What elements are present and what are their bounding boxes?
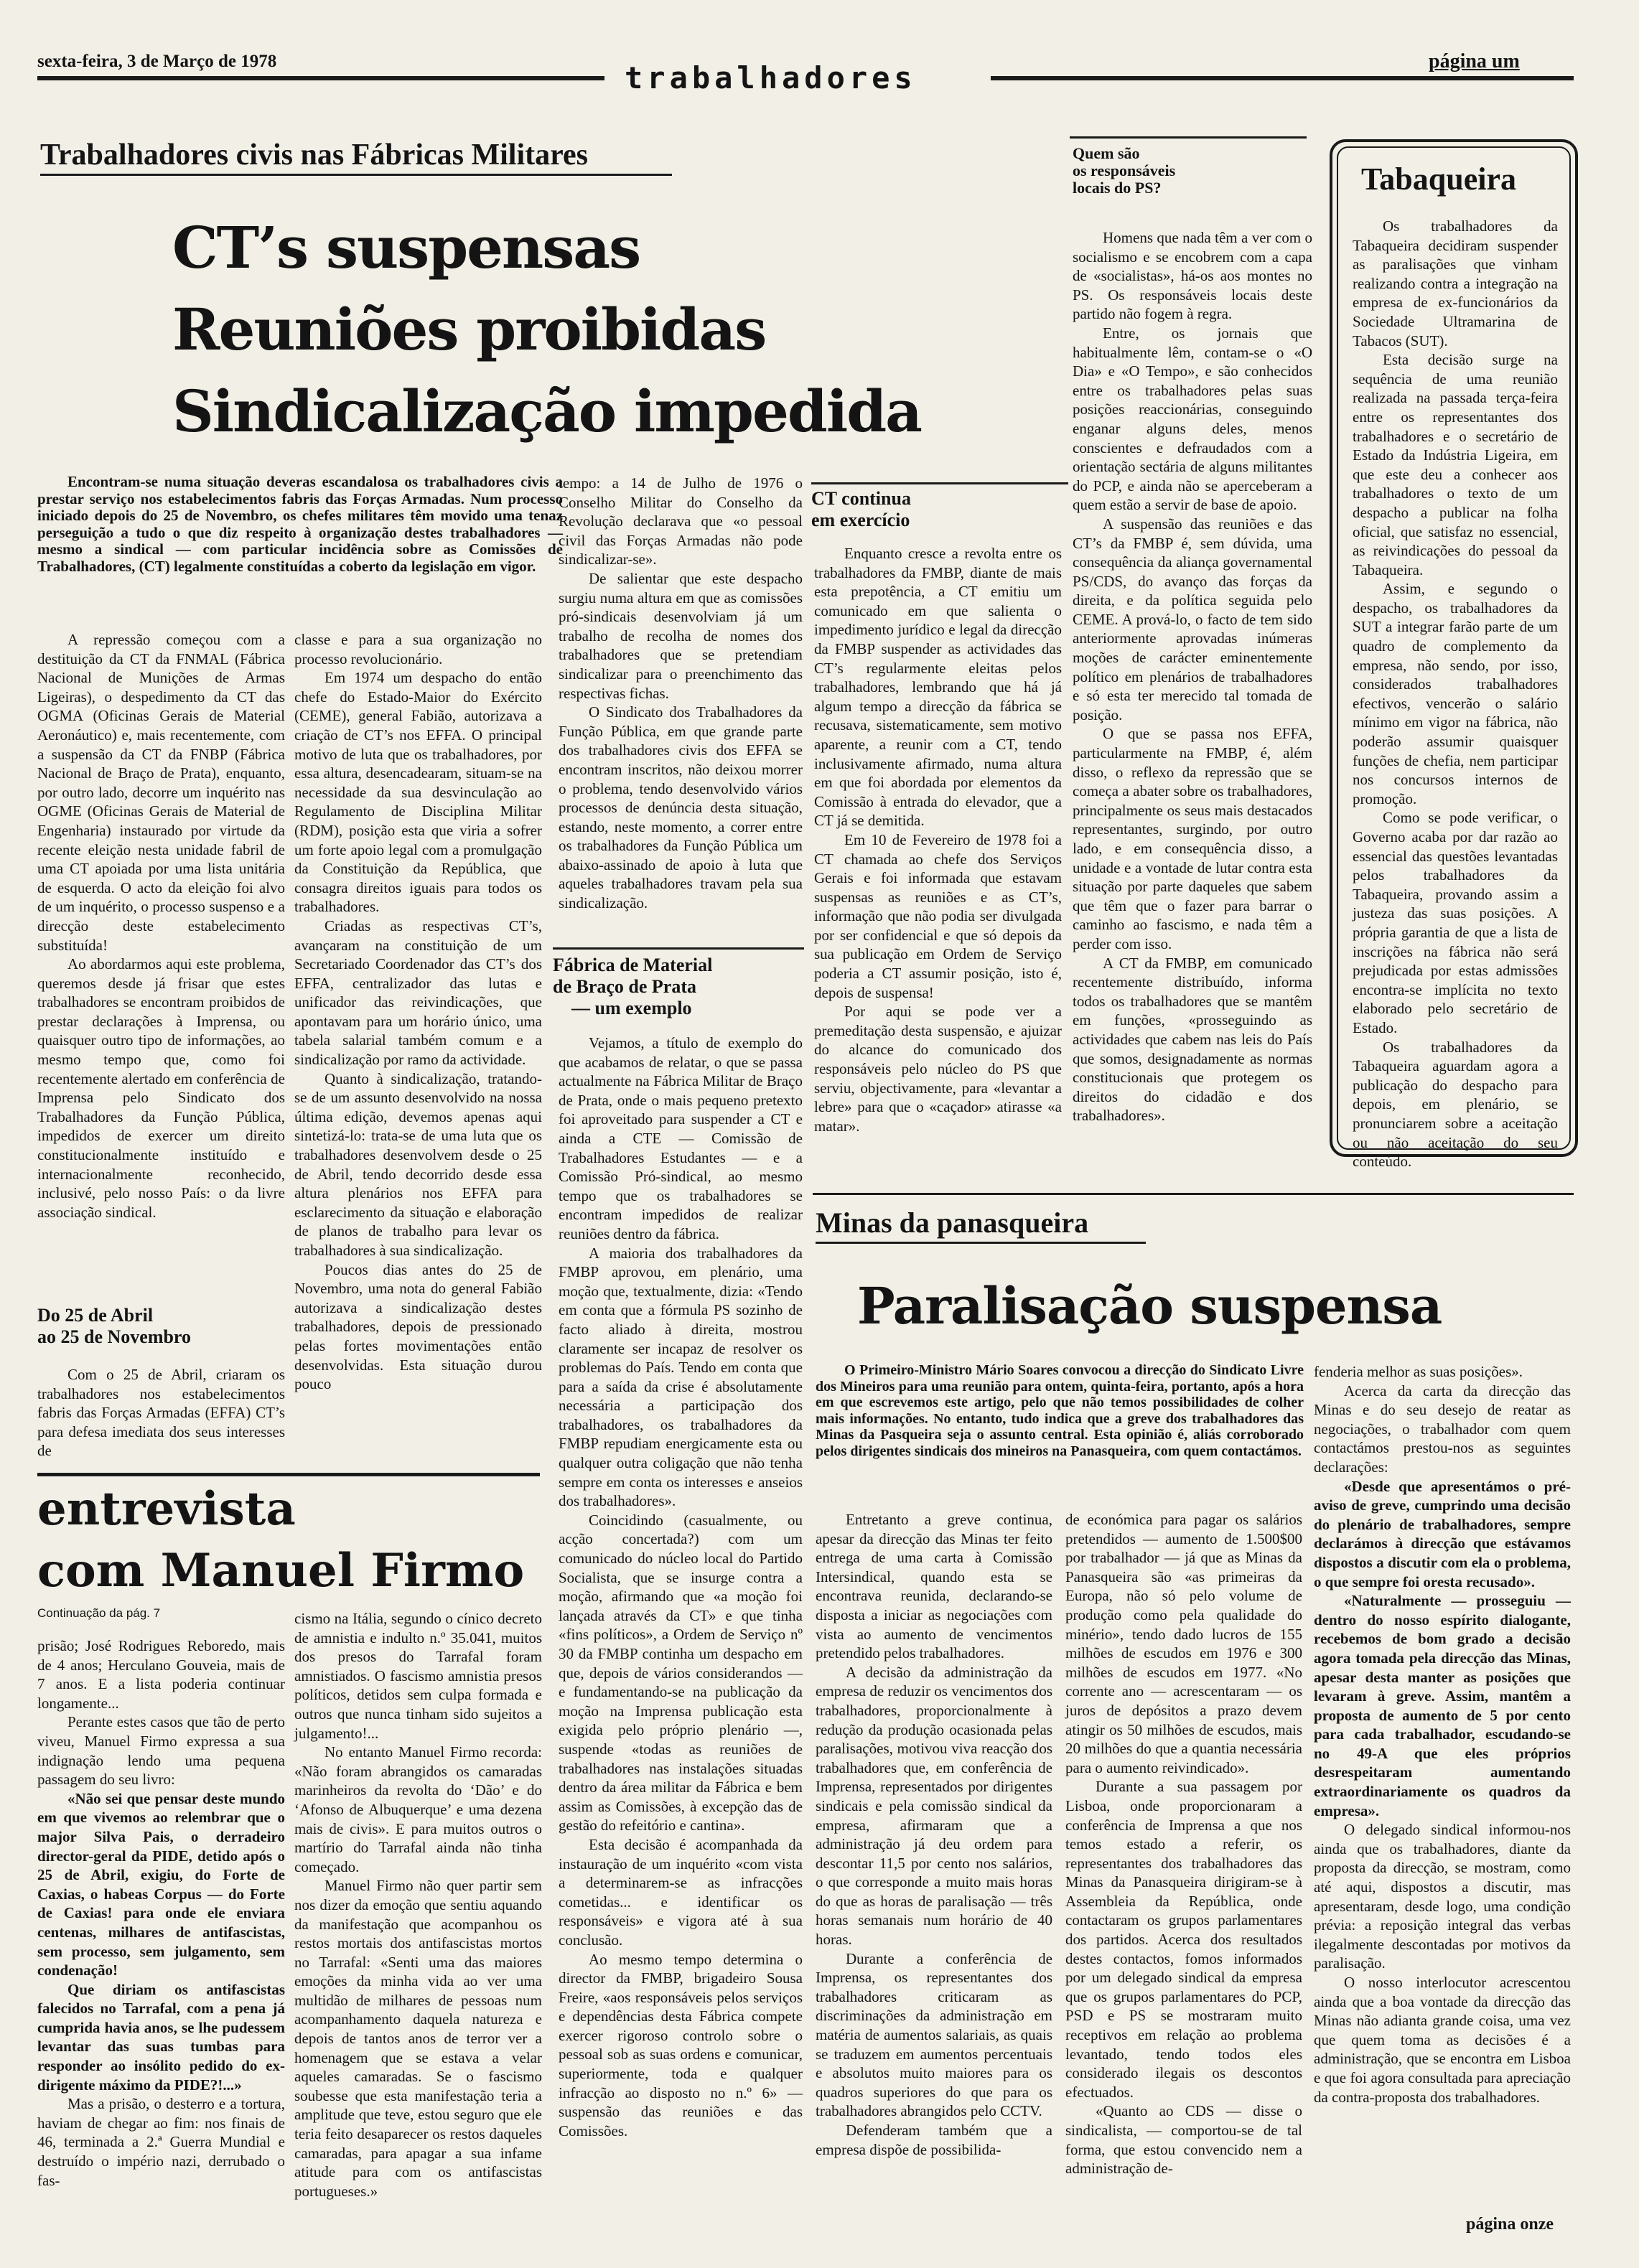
- paragraph: A suspensão das reuniões e das CT’s da FMBP é, sem dúvida, uma consequência da aliança governamental PS/CDS, do avanço das forças da direita, e da política seguida pelo CEME. A prová-lo, o facto de tem sido anteriormente aprovadas inúmeras moções de carácter eminentemente político em plenários de trabalhadores e só esta ter merecido tal tomada de posição.: [1073, 515, 1312, 723]
- main-kicker: Trabalhadores civis nas Fábricas Militares: [40, 139, 588, 172]
- paragraph: Ao abordarmos aqui este problema, queremos desde já frisar que estes trabalhadores se encontram proibidos de prestar declarações à Imprensa, ou quaisquer outro tipo de informações, ao mesmo tempo que, como foi recentemente alertado em conferência de Imprensa pelo Sindicato dos Trabalhadores da Função Pública, impedidos de exercer um direito constitucionalmente instituído e internacionalmente reconhecido, inclusivé, pelo nosso País: o da livre associação sindical.: [37, 955, 285, 1221]
- paragraph: «Naturalmente — prosseguiu — dentro do nosso espírito dialogante, recebemos de bom grado a decisão agora tomada pela direcção das Minas, apesar desta manter as posições que levaram à greve. Assim, mantêm a proposta de aumento de 5 por cento para cada trabalhador, escudando-se no 49-A que eles próprios desrespeitaram aumentando extraordinariamente os quadros da empresa».: [1314, 1592, 1571, 1819]
- paragraph: No entanto Manuel Firmo recorda: «Não foram abrangidos os camaradas marinheiros da revolta do ‘Dão’ e do ‘Afonso de Albuquerque’ e uma dezena mais de civis». E para muitos outros o martírio do Tarrafal ainda não tinha começado.: [294, 1743, 542, 1875]
- paragraph: Vejamos, a título de exemplo do que acabamos de relatar, o que se passa actualmente na Fábrica Militar de Braço de Prata, onde o mais pequeno pretexto foi aproveitado para suspender a CT e ainda a CTE — Comissão de Trabalhadores Estudantes — e a Comissão Pró-sindical, ao mesmo tempo que os trabalhadores se encontram impedidos de realizar reuniões dentro da fábrica.: [559, 1034, 803, 1242]
- headline-line-3: Sindicalização impedida: [172, 378, 921, 445]
- subhead-line: CT continua: [811, 488, 911, 509]
- paragraph: classe e para a sua organização no processo revolucionário.: [294, 631, 542, 667]
- paragraph: Enquanto cresce a revolta entre os trabalhadores da FMBP, diante de mais esta prepotência, a CT emitiu um comunicado em que salienta o impedimento jurídico e legal da direcção da FMBP suspender as actividades das CT’s regularmente eleitas pelos trabalhadores, lembrando que há já algum tempo a direcção da fábrica se recusava, sistematicamente, sem motivo aparente, a reunir com a CT, tendo inclusivamente afirmado, numa altura em que foi abordada por elementos da Comissão à entrada do elevador, que a CT já se demitida.: [814, 545, 1062, 830]
- minas-kicker-underline: [816, 1242, 1146, 1244]
- subhead-ct-rule: [811, 482, 1068, 484]
- paragraph: cismo na Itália, segundo o cínico decreto de amnistia e indulto n.º 35.041, muitos dos presos do Tarrafal foram amnistiados. O fascismo amnistia presos políticos, detidos sem culpa formada e outros que nunca tinham sido sujeitos a julgamento!...: [294, 1610, 542, 1742]
- paragraph: A maioria dos trabalhadores da FMBP aprovou, em plenário, uma moção que, textualmente, dizia: «Tendo em conta que a fórmula PS sozinho de facto aliado à direita, mostrou claramente ser incapaz de resolver os problemas do País. Tendo em conta que para a saída da crise é absolutamente necessária a participação dos trabalhadores, os trabalhadores da FMBP repudiam energicamente esta ou qualquer outra coligação que não tenha sempre em conta os interesses e anseios dos trabalhadores».: [559, 1244, 803, 1510]
- minas-lead: [816, 1362, 1304, 1491]
- subhead-line: em exercício: [811, 510, 910, 530]
- paragraph: Durante a sua passagem por Lisboa, onde proporcionaram a conferência de Imprensa a que nos temos estado a referir, os representantes dos trabalhadores das Minas da Panasqueira dirigiram-se à Assembleia da República, onde contactaram os grupos parlamentares dos partidos. Acerca dos resultados destes contactos, fomos informados por um delegado sindical da empresa que os grupos parlamentares do PCP, PSD e PS se mostraram muito receptivos em relação ao problema levantado, tendo todos eles considerado ilegais os descontos efectuados.: [1065, 1778, 1302, 2101]
- paragraph: Entretanto a greve continua, apesar da direcção das Minas ter feito entrega de uma carta à Comissão Intersindical, quando esta se encontrava reunida, declarando-se disposta a iniciar as negociações com vista ao aumento de vencimentos pretendido pelos trabalhadores.: [816, 1511, 1052, 1662]
- paragraph: de económica para pagar os salários pretendidos — aumento de 1.500$00 por trabalhador — já que as Minas da Panasqueira são «as primeiras da Europa, não só pelo volume de produção como pela qualidade do minério», tendo dado lucros de 155 milhões de escudos em 1976 e 300 milhões de escudos em 1977. «No corrente ano — acrescentaram — os juros de depósitos a prazo devem atingir os 50 milhões de escudos, mais 20 milhões do que a quantia necessária para o aumento reivindicado».: [1065, 1511, 1302, 1776]
- subhead-ps-rule: [1070, 136, 1307, 139]
- footer-page-number: página onze: [1466, 2215, 1554, 2234]
- paragraph: O delegado sindical informou-nos ainda que os trabalhadores, diante da proposta da direcção, se mostram, como até aqui, dispostos a discutir, mas apresentaram, desde logo, uma condição prévia: a reposição integral das verbas ilegalmente descontadas por motivos da paralisação.: [1314, 1821, 1571, 1972]
- paragraph: Por aqui se pode ver a premeditação desta suspensão, e ajuizar do alcance do comunicado dos responsáveis pelo núcleo do PS que serviu, objectivamente, para «levantar a lebre» para que o «caçador» atirasse «a matar».: [814, 1003, 1062, 1135]
- subhead-line: Quem são: [1073, 144, 1140, 162]
- paragraph: De salientar que este despacho surgiu numa altura em que as comissões pró-sindicais desenvolviam já um trabalho de recolha de nomes dos trabalhadores que se pretendiam sindicalizar para o preenchimento das respectivas fichas.: [559, 569, 803, 702]
- headline-line-2: Reuniões proibidas: [172, 296, 766, 363]
- paragraph: «Não sei que pensar deste mundo em que vivemos ao relembrar que o major Silva Pais, o derradeiro director-geral da PIDE, detido após o 25 de Abril, exigiu, do Forte de Caxias, o habeas Corpus — do Forte de Caxias! para onde ele enviara centenas, milhares de antifascistas, sem processo, sem julgamento, sem condenação!: [37, 1789, 285, 1979]
- paragraph: Os trabalhadores da Tabaqueira decidiram suspender as paralisações que vinham realizando contra a integração na empresa de ex-funcionários da Sociedade Ultramarina de Tabacos (SUT).: [1353, 217, 1558, 350]
- paragraph: Homens que nada têm a ver com o socialismo e se encobrem com a capa de «socialistas», há-os aos montes no PS. Os responsáveis locais deste partido não fogem à regra.: [1073, 229, 1312, 323]
- paragraph: Mas a prisão, o desterro e a tortura, haviam de chegar ao fim: nos finais de 46, terminada a 2.ª Guerra Mundial e destruído o império nazi, derrubado o fas-: [37, 2095, 285, 2189]
- main-col-5: [1073, 228, 1312, 1168]
- paragraph: Quanto à sindicalização, tratando-se de um assunto desenvolvido na nossa última edição, devemos apenas aqui sintetizá-lo: trata-se de uma luta que os trabalhadores desenvolvem desde o 25 de Abril, tendo decorrido desde essa altura plenários nos EFFA para esclarecimento da situação e elaboração de planos de trabalho para levar os trabalhadores à sua sindicalização.: [294, 1069, 542, 1259]
- paragraph: O nosso interlocutor acrescentou ainda que a boa vontade da direcção das Minas não adianta grande coisa, uma vez que quem toma as decisões é a administração, que se encontra em Lisboa e que foi agora consultada para apreciação da contra-proposta dos trabalhadores.: [1314, 1974, 1571, 2106]
- paragraph: Em 1974 um despacho do então chefe do Estado-Maior do Exército (CEME), general Fabião, autorizava a criação de CT’s nos EFFA. O principal motivo de luta que os trabalhadores, por essa altura, desencadearam, situam-se na necessidade da sua desvinculação ao Regulamento de Disciplina Militar (RDM), posição esta que viria a sofrer um forte apoio legal com a promulgação da Constituição da República, que consagra direitos iguais para todos os trabalhadores.: [294, 669, 542, 916]
- minas-col-1: [816, 1510, 1052, 2213]
- minas-col-3: [1314, 1362, 1571, 2195]
- paragraph: A repressão começou com a destituição da CT da FNMAL (Fábrica Nacional de Munições de Armas Ligeiras), o despedimento da CT das OGMA (Oficinas Gerais de Material Aeronáutico) e, mais recentemente, com a suspensão da CT da FNBP (Fábrica Nacional de Braço de Prata), enquanto, por outro lado, decorre um inquérito nas OGME (Oficinas Gerais de Material de Engenharia) instaurado por virtude da recente eleição nesta unidade fabril de uma CT apoiada por uma lista unitária de esquerda. O acto da eleição foi alvo de um inquérito, o processo suspenso e a direcção deste estabelecimento substituída!: [37, 631, 285, 954]
- headline-line-1: CT’s suspensas: [172, 214, 640, 281]
- paragraph: Acerca da carta da direcção das Minas e do seu desejo de reatar as negociações, o trabalhador com quem contactámos prestou-nos as seguintes declarações:: [1314, 1382, 1571, 1476]
- subhead-line: Fábrica de Material: [553, 955, 713, 975]
- paragraph: Os trabalhadores da Tabaqueira aguardam agora a publicação do despacho para depois, em plenário, se pronunciarem sobre a aceitação ou não aceitação do seu conteúdo.: [1353, 1038, 1558, 1171]
- main-col-3b: [559, 1034, 803, 2196]
- header-masthead: página um: [1429, 50, 1520, 72]
- subhead-line: ao 25 de Novembro: [37, 1326, 192, 1347]
- entrevista-col-1: [37, 1636, 285, 2211]
- tabaqueira-box: [1330, 139, 1578, 1171]
- paragraph: Como se pode verificar, o Governo acaba por dar razão ao essencial das questões levantadas pelos trabalhadores da Tabaqueira, provando assim a justeza das suas posições. A própria garantia de que a lista de inscrições na fábrica não será prejudicada por estas admissões encontra-se implícita no texto elaborado pelo secretário de Estado.: [1353, 809, 1558, 1036]
- paragraph: Coincidindo (casualmente, ou acção concertada?) com um comunicado do núcleo local do Partido Socialista, que se insurge contra a moção, afirmando que «a moção foi lançada através da CT» e que tinha «fins políticos», a Ordem de Serviço nº 30 da FMBP continha um despacho em que, depois de vários considerandos — e fundamentando-se na publicação da moção na Imprensa publicação esta exigida pelo próprio plenário —, suspende «todas as reuniões de trabalhadores nas instalações situadas dentro da área militar da Fábrica e bem assim as Comissões, à excepção das de gestão do refeitório e cantina».: [559, 1511, 803, 1834]
- subhead-fabrica-rule: [553, 947, 804, 950]
- subhead-line: Do 25 de Abril: [37, 1305, 154, 1326]
- paragraph: A decisão da administração da empresa de reduzir os vencimentos dos trabalhadores, proporcionalmente à redução da produção ocasionada pelas paralisações, motivou viva reacção dos trabalhadores que, em conferência de Imprensa, representados por dirigentes sindicais e pela comissão sindical da empresa, afirmaram que a administração já deu ordem para descontar 11,5 por cento nos salários, o que corresponde a muito mais horas do que as horas de paralisação — três horas semanais num horário de 40 horas.: [816, 1663, 1052, 1949]
- paragraph: «Desde que apresentámos o pré-aviso de greve, cumprindo uma decisão do plenário de trabalhadores, sempre declarámos à direcção que estávamos dispostos a discutir com ela o problema, o que sempre foi oresta recusado».: [1314, 1477, 1571, 1590]
- paragraph: Entre, os jornais que habitualmente lêm, contam-se o «O Dia» e «O Tempo», e são conhecidos entre os trabalhadores pelas suas posições reaccionárias, conseguindo enganar alguns deles, menos conscientes e defraudados com a orientação sectária de alguns militantes do PCP, e ainda não se aperceberam a quem estão a servir de base de apoio.: [1073, 324, 1312, 514]
- entrevista-line-1: entrevista: [37, 1482, 296, 1536]
- entrevista-line-2: com Manuel Firmo: [37, 1544, 525, 1598]
- paragraph: Perante estes casos que tão de perto viveu, Manuel Firmo expressa a sua indignação lendo uma pequena passagem do seu livro:: [37, 1713, 285, 1789]
- paragraph: Assim, e segundo o despacho, os trabalhadores da SUT a integrar farão parte de um quadro de complemento da empresa, não sendo, por isso, considerados trabalhadores efectivos, vencerão o salário mínimo em vigor na fábrica, não poderão assumir quaisquer funções de chefia, nem participar nos concursos internos de promoção.: [1353, 580, 1558, 807]
- paragraph: Defenderam também que a empresa dispõe de possibilida-: [816, 2122, 1052, 2158]
- paragraph: Poucos dias antes do 25 de Novembro, uma nota do general Fabião autorizava a sindicalização destes trabalhadores, depois de pressionado pelas fortes movimentações então desenvolvidas. Esta situação durou pouco: [294, 1260, 542, 1393]
- paragraph: Que diriam os antifascistas falecidos no Tarrafal, com a pena já cumprida havia anos, se lhe pudessem levantar das suas tumbas para responder ao insólito pedido do ex-dirigente máximo da PIDE?!...»: [37, 1980, 285, 2094]
- subhead-ps: [1073, 145, 1302, 197]
- paragraph: Durante a conferência de Imprensa, os representantes dos trabalhadores criticaram as discriminações da administração em matéria de aumentos salariais, as quais se traduzem em aumentos percentuais e absolutos muito maiores para os quadros superiores do que para os trabalhadores abrangidos pelo CCTV.: [816, 1949, 1052, 2120]
- lead-paragraph: O Primeiro-Ministro Mário Soares convocou a direcção do Sindicato Livre dos Mineiros para uma reunião para ontem, quinta-feira, portanto, após a hora em que escrevemos este artigo, pelo que não temos possibilidades de colher mais informações. No entanto, tudo indica que a greve dos trabalhadores das Minas da Pasqueira seja o assunto central. Esta opinião é, aliás corroborado pelos dirigentes sindicais dos mineiros na Panasqueira, com quem contactámos.: [816, 1362, 1304, 1459]
- main-headline: [172, 207, 921, 452]
- paragraph: Ao mesmo tempo determina o director da FMBP, brigadeiro Sousa Freire, «aos responsáveis pelos serviços e dependências desta Fábrica compete exercer rigoroso controlo sobre o pessoal sob as suas ordens e comunicar, superiormente, toda e qualquer infracção ao disposto no n.º 6» — suspensão das reuniões e das Comissões.: [559, 1950, 803, 2140]
- subhead-line: de Braço de Prata: [553, 976, 697, 997]
- header-date: sexta-feira, 3 de Março de 1978: [37, 52, 277, 71]
- minas-headline: Paralisação suspensa: [857, 1276, 1442, 1336]
- paragraph: O Sindicato dos Trabalhadores da Função Pública, em que grande parte dos trabalhadores civis dos EFFA se encontram inscritos, não deixou morrer o problema, tendo desenvolvido vários processos de denúncia desta situação, estando, neste momento, a correr entre os trabalhadores da Função Pública um abaixo-assinado de apoio à luta que aqueles trabalhadores travam pela sua sindicalização.: [559, 703, 803, 912]
- tabaqueira-title: Tabaqueira: [1361, 161, 1517, 197]
- main-col-1: [37, 630, 285, 1269]
- paragraph: «Quanto ao CDS — disse o sindicalista, — comportou-se de tal forma, que estou convencido nem a administração de-: [1065, 2102, 1302, 2178]
- header-rule-right: [991, 76, 1574, 80]
- tabaqueira-text: [1353, 217, 1558, 1171]
- paragraph: fenderia melhor as suas posições».: [1314, 1363, 1523, 1380]
- paragraph: prisão; José Rodrigues Reboredo, mais de 4 anos; Herculano Gouveia, mais de 7 anos. E a lista poderia continuar longamente...: [37, 1637, 285, 1712]
- header-section: trabalhadores: [625, 60, 917, 95]
- subhead-ct: [811, 488, 1063, 531]
- minas-top-rule: [813, 1193, 1574, 1195]
- entrevista-headline: [37, 1479, 524, 1602]
- main-lead: [37, 474, 563, 609]
- kicker-underline: [40, 174, 672, 176]
- main-col-1b: [37, 1365, 285, 1458]
- paragraph: A CT da FMBP, em comunicado recentemente distribuído, informa todos os trabalhadores que se mantêm em funções, «prosseguindo as actividades que cabem nas leis do País que somos, designadamente as normas constitucionais que protegem os direitos do cidadão e dos trabalhadores».: [1073, 954, 1312, 1125]
- subhead-line: locais do PS?: [1073, 179, 1162, 197]
- paragraph: Esta decisão surge na sequência de uma reunião realizada na passada terça-feira entre os representantes dos trabalhadores e o secretário de Estado da Indústria Ligeira, em que este deu a conhecer aos trabalhadores o texto de um despacho a publicar na folha oficial, que satisfaz no essencial, as reivindicações do pessoal da Tabaqueira.: [1353, 351, 1558, 578]
- minas-col-2: [1065, 1510, 1302, 2213]
- paragraph: Manuel Firmo não quer partir sem nos dizer da emoção que sentiu aquando da manifestação que acompanhou os restos mortais dos antifascistas mortos no Tarrafal: «Senti uma das maiores emoções da minha vida ao ver uma multidão de milhares de pessoas num acompanhamento daquela natureza e depois de tantos anos de terror ver a homenagem que se estava a velar aqueles camaradas. Se o fascismo soubesse que esta manifestação teria a amplitude que teve, estou seguro que ele teria feito desaparecer os restos daqueles camaradas, para apagar a sua infame atitude para com os antifascistas portugueses.»: [294, 1877, 542, 2200]
- lead-paragraph: Encontram-se numa situação deveras escandalosa os trabalhadores civis a prestar serviço nos estabelecimentos fabris das Forças Armadas. Num processo iniciado depois do 25 de Novembro, os chefes militares têm movido uma tenaz perseguição a tudo o que diz respeito à organização destes trabalhadores — mesmo a sindical — com particular incidência sobre as Comissões de Trabalhadores, (CT) legalmente constituídas a coberto da legislação em vigor.: [37, 473, 563, 575]
- subhead-line: os responsáveis: [1073, 161, 1176, 179]
- main-col-3: [559, 474, 803, 926]
- paragraph: O que se passa nos EFFA, particularmente na FMBP, é, além disso, o reflexo da repressão que se começa a abater sobre os trabalhadores, principalmente os seus mais destacados representantes, surgindo, por outro lado, e em consequência disso, a unidade e a vontade de lutar contra esta situação por parte daqueles que sabem que têm que o fazer para barrar o caminho ao fascismo, e nada têm a perder com isso.: [1073, 725, 1312, 952]
- subhead-25-abril: [37, 1305, 281, 1348]
- subhead-fabrica: [553, 955, 804, 1019]
- paragraph: Com o 25 de Abril, criaram os trabalhadores nos estabelecimentos fabris das Forças Armadas (EFFA) CT’s para defesa imediata dos seus interesses de: [37, 1366, 285, 1460]
- main-col-4: [814, 544, 1062, 1168]
- entrevista-continuation: Continuação da pág. 7: [37, 1606, 161, 1620]
- header-rule-left: [37, 76, 604, 80]
- paragraph: Em 10 de Fevereiro de 1978 foi a CT chamada ao chefe dos Serviços Gerais e foi informada que estavam suspensas as reuniões e as CT’s, informação que não podia ser divulgada por ser confidencial e que só depois da sua publicação em Ordem de Serviço poderia a CT assumir posição, isto é, depois de suspensa!: [814, 830, 1062, 1001]
- paragraph: tempo: a 14 de Julho de 1976 o Conselho Militar do Conselho da Revolução declarava que «o pessoal civil das Forças Armadas não pode sindicalizar-se».: [559, 474, 803, 568]
- paragraph: Criadas as respectivas CT’s, avançaram na constituição de um Secretariado Coordenador das CT’s dos EFFA, centralizador das lutas e unificador das reivindicações, que apontavam para um horário único, uma tabela salarial também comum e a sindicalização por ramo da actividade.: [294, 917, 542, 1069]
- main-col-2: [294, 630, 542, 1456]
- subhead-line: — um exemplo: [571, 998, 692, 1018]
- minas-kicker: Minas da panasqueira: [816, 1206, 1089, 1239]
- entrevista-top-rule: [37, 1473, 540, 1476]
- entrevista-col-2: [294, 1609, 542, 2212]
- paragraph: Esta decisão é acompanhada da instauração de um inquérito «com vista a determinarem-se as infracções cometidas... e identificar os responsáveis» e vigora até à sua conclusão.: [559, 1835, 803, 1949]
